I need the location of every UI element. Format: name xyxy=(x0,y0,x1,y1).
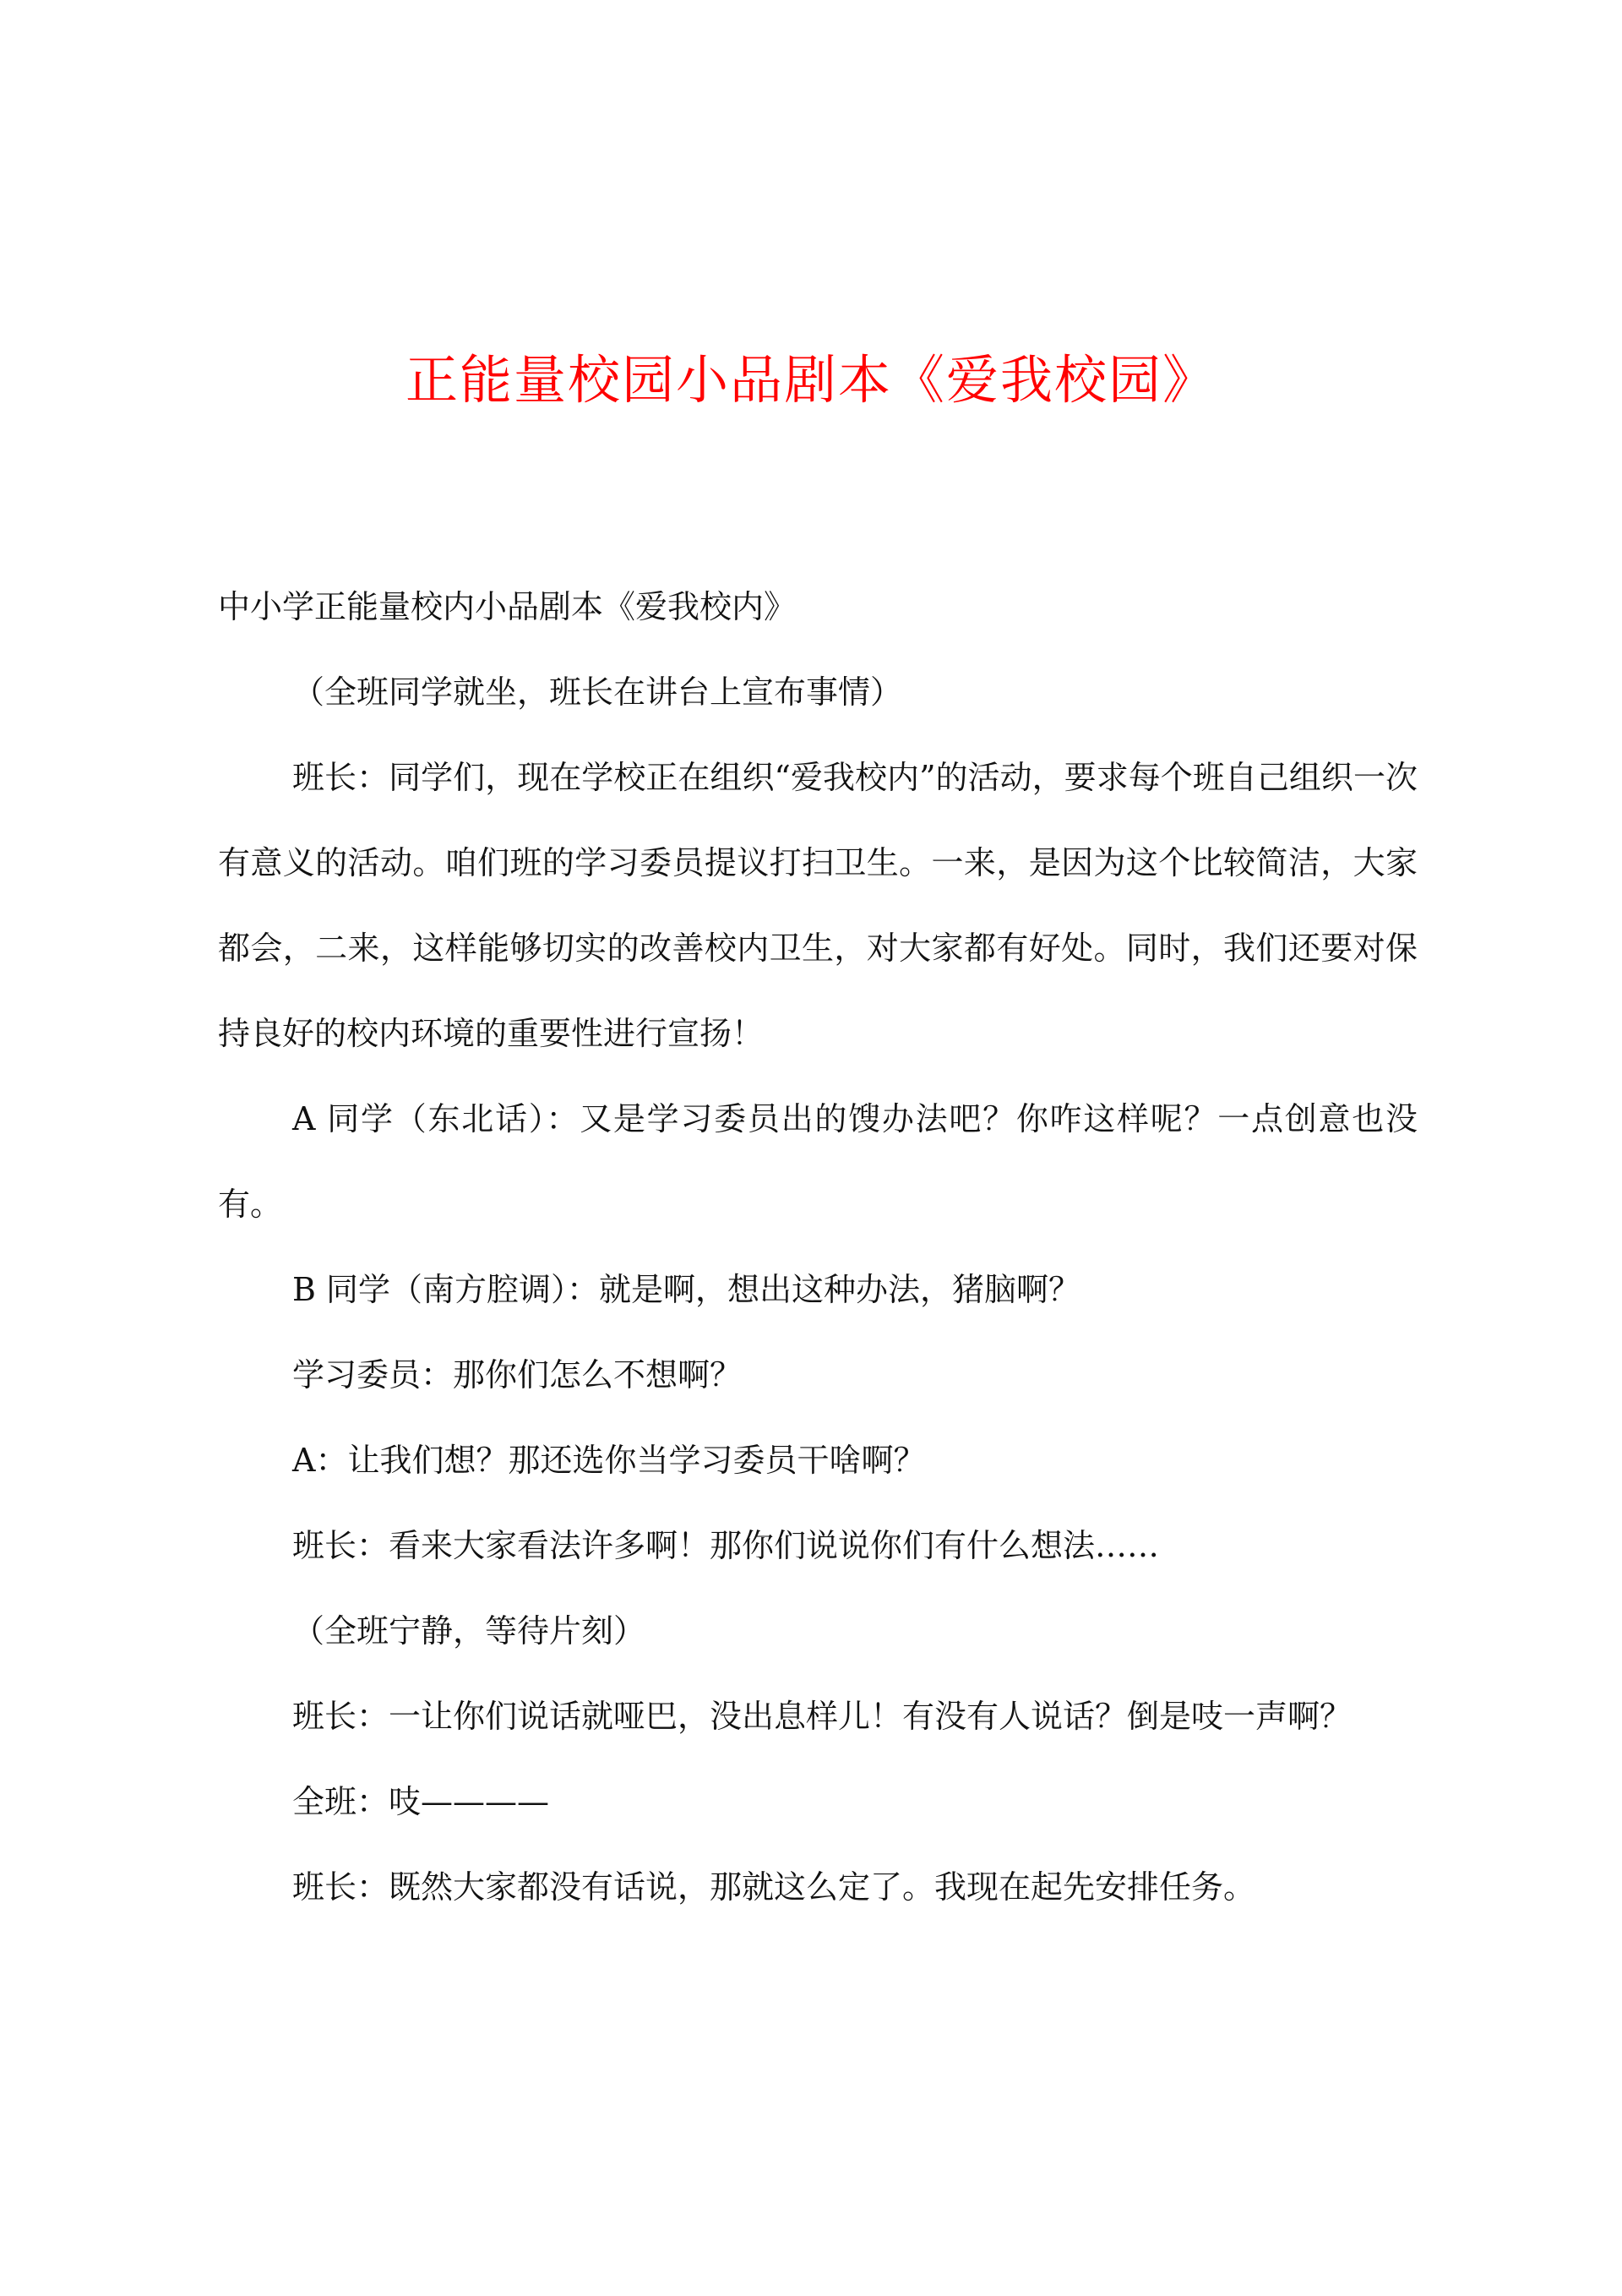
dialogue-paragraph: 班长：一让你们说话就哑巴，没出息样儿！有没有人说话？倒是吱一声啊？ xyxy=(292,1698,1353,1735)
dialogue-line: 班长：看来大家看法许多啊！那你们说说你们有什么想法…… xyxy=(292,1527,1160,1564)
dialogue-line: 学习委员：那你们怎么不想啊？ xyxy=(292,1356,743,1393)
script-subtitle: 中小学正能量校内小品剧本《爱我校内》 xyxy=(218,588,797,625)
dialogue-line: B 同学（南方腔调）：就是啊，想出这种办法，猪脑啊？ xyxy=(292,1271,1081,1308)
document-title: 正能量校园小品剧本《爱我校园》 xyxy=(405,349,1216,411)
dialogue-line: 全班：吱———— xyxy=(292,1783,550,1820)
dialogue-paragraph: A 同学（东北话）：又是学习委员出的馊办法吧？你咋这样呢？一点创意也没有。 xyxy=(218,1100,1418,1223)
stage-direction: （全班同学就坐，班长在讲台上宣布事情） xyxy=(292,674,903,711)
dialogue-line: A：让我们想？那还选你当学习委员干啥啊？ xyxy=(292,1442,926,1479)
dialogue-line: 班长：既然大家都没有话说，那就这么定了。我现在起先安排任务。 xyxy=(292,1868,1256,1906)
document-body xyxy=(218,564,1418,1930)
stage-direction: （全班宁静，等待片刻） xyxy=(292,1612,646,1650)
dialogue-paragraph: 班长：同学们，现在学校正在组织“爱我校内”的活动，要求每个班自己组织一次有意义的活动。咱们班的学习委员提议打扫卫生。一来，是因为这个比较简洁，大家都会，二来，这样能够切实的改善校内卫生，对大家都有好处。同时，我们还要对保持良好的校内环境的重要性进行宣扬！ xyxy=(218,759,1418,1052)
